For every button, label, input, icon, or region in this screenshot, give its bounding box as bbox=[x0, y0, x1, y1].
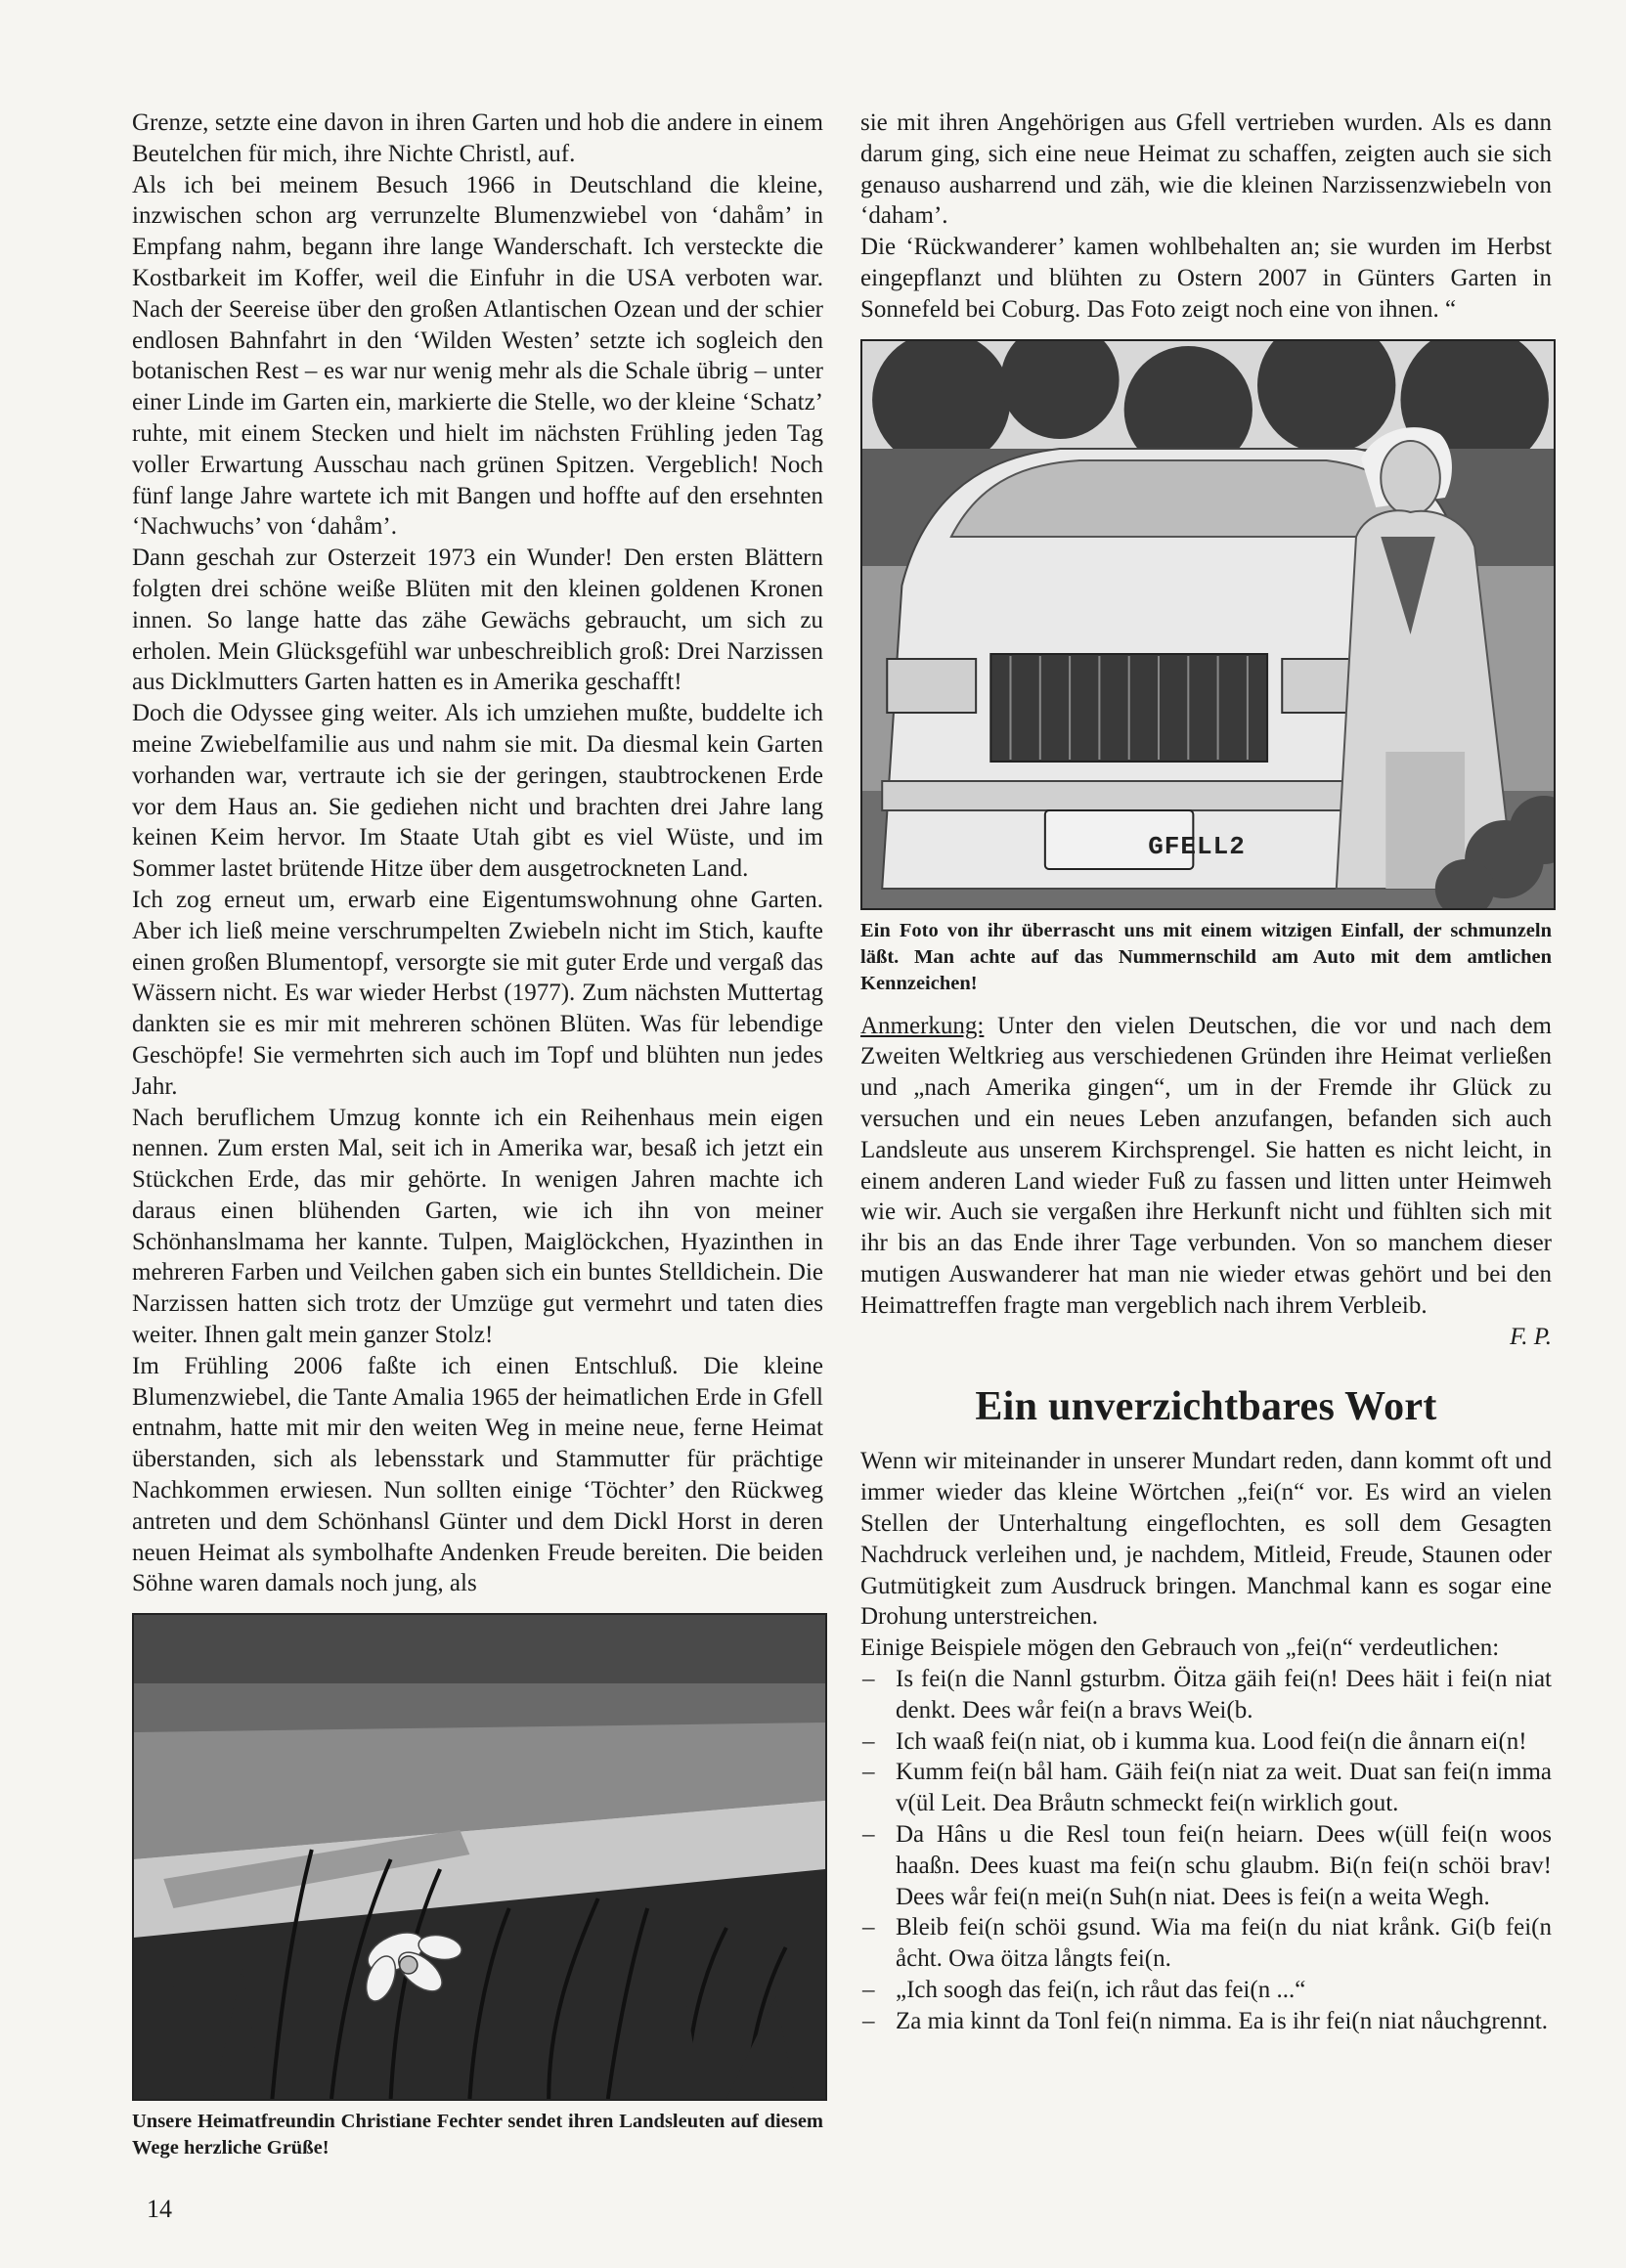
article-paragraph: Einige Beispiele mögen den Gebrauch von „fei(n“ verdeutlichen: bbox=[860, 1635, 1500, 1662]
narcissus-photo bbox=[132, 1613, 827, 2101]
photo-caption: Ein Foto von ihr überrascht uns mit einem witzigen Einfall, der schmunzeln läßt. Man achte auf das Nummernschild am Auto mit dem amtlichen Kennzeichen! bbox=[860, 919, 1552, 994]
note-text: Unter den vielen Deutschen, die vor und nach dem Zweiten Weltkrieg aus verschiedenen Gründen ihre Heimat verließen und „nach Amerika gingen“, um in der Fremde ihr Glück zu versuchen und ein neues Leben anzufangen, befanden sich auch Landsleute aus unserem Kirchsprengel. Sie hatten es nicht leicht, in einem anderen Land wieder Fuß zu fassen und litten unter Heimweh wie wir. Auch sie vergaßen ihre Herkunft nicht und fühlten sich mit ihr bis an das Ende ihrer Tage verbunden. Von so manchem dieser mutigen Auswanderer hat man nie wieder etwas gehört und bei den Heimattreffen fragte man vergeblich nach ihrem Verbleib. bbox=[860, 1012, 1552, 1319]
list-item: – Da Hâns u die Resl toun fei(n heiarn. Dees w(üll fei(n woos haaßn. Dees kuast ma fei(n schu glaubm. Bi(n fei(n schöi brav! Dees wår fei(n mei(n Suh(n niat. Dees is fei(n a weita Wegh. bbox=[860, 1819, 1552, 1912]
list-item: – Kumm fei(n bål ham. Gäih fei(n niat za weit. Duat san fei(n imma v(ül Leit. Dea Bråutn schmeckt fei(n wirklich gout. bbox=[860, 1757, 1552, 1819]
body-paragraph: Doch die Odyssee ging weiter. Als ich umziehen mußte, buddelte ich meine Zwiebelfamilie aus und nahm sie mit. Da diesmal kein Garten vorhanden war, vertraute ich sie der geringen, staubtrockenen Erde vor dem Haus an. Sie gediehen nicht und brachten drei Jahre lang keinen Keim hervor. Im Staate Utah gibt es viel Wüste, und im Sommer lastet brütende Hitze über dem ausgetrockneten Land. bbox=[132, 700, 823, 883]
woman-with-car-image bbox=[862, 341, 1554, 908]
list-item: – Is fei(n die Nannl gsturbm. Öitza gäih fei(n! Dees häit i fei(n niat denkt. Dees wår fei(n a bravs Wei(b. bbox=[860, 1664, 1552, 1726]
right-column bbox=[860, 108, 1552, 2036]
body-paragraph: sie mit ihren Angehörigen aus Gfell vertrieben wurden. Als es dann darum ging, sich eine neue Heimat zu schaffen, zeigten auch sie sich genauso ausharrend und zäh, wie die kleinen Narzissenzwiebeln von ‘daham’. bbox=[860, 109, 1552, 230]
body-paragraph: Dann geschah zur Osterzeit 1973 ein Wunder! Den ersten Blättern folgten drei schöne weiße Blüten mit den kleinen goldenen Kronen innen. So lange hatte das zähe Gewächs gebraucht, um sich zu erholen. Mein Glücksgefühl war unbeschreiblich groß: Drei Narzissen aus Dicklmutters Garten hatten es in Amerika geschafft! bbox=[132, 545, 823, 696]
article-paragraph: Wenn wir miteinander in unserer Mundart reden, dann kommt oft und immer wieder das kleine Wörtchen „fei(n“ vor. Es wird an vielen Stellen der Unterhaltung eingeflochten, es soll dem Gesagten Nachdruck verleihen und, je nachdem, Mitleid, Freude, Staunen oder Gutmütigkeit zum Ausdruck bringen. Manchmal kann es sogar eine Drohung unterstreichen. bbox=[860, 1448, 1552, 1631]
car-photo bbox=[860, 339, 1556, 910]
license-plate-text: GFELL2 bbox=[1148, 831, 1246, 861]
note-signature: F. P. bbox=[1510, 1323, 1552, 1350]
note-label: Anmerkung: bbox=[860, 1012, 985, 1039]
body-paragraph: Als ich bei meinem Besuch 1966 in Deutschland die kleine, inzwischen schon arg verrunzelte Blumenzwiebel von ‘dahåm’ in Empfang nahm, begann ihre lange Wanderschaft. Ich versteckte die Kostbarkeit im Koffer, weil die Einfuhr in die USA verboten war. Nach der Seereise über den großen Atlantischen Ozean und der schier endlosen Bahnfahrt in den ‘Wilden Westen’ setzte ich sogleich den botanischen Rest – es war nur wenig mehr als die Schale übrig – unter einer Linde im Garten ein, markierte die Stelle, wo der kleine ‘Schatz’ ruhte, mit einem Stecken und hielt im nächsten Frühling jeden Tag voller Erwartung Ausschau nach grünen Spitzen. Vergeblich! Noch fünf lange Jahre wartete ich mit Bangen und hoffte auf den ersehnten ‘Nachwuchs’ von ‘dahåm’. bbox=[132, 171, 823, 541]
body-paragraph: Grenze, setzte eine davon in ihren Garten und hob die andere in einem Beutelchen für mich, ihre Nichte Christl, auf. bbox=[132, 109, 823, 167]
body-paragraph: Im Frühling 2006 faßte ich einen Entschluß. Die kleine Blumenzwiebel, die Tante Amalia 1965 der heimatlichen Erde in Gfell entnahm, hatte mit mir den weiten Weg in meine neue, ferne Heimat überstanden, sich als lebensstark und Stammutter für prächtige Nachkommen erwiesen. Nun sollten einige ‘Töchter’ den Rückweg antreten und dem Schönhansl Günter und dem Dickl Horst in deren neuen Heimat als symbolhafte Andenken Freude bereiten. Die beiden Söhne waren damals noch jung, als bbox=[132, 1352, 823, 1597]
narcissus-garden-image bbox=[134, 1615, 825, 2099]
left-column bbox=[132, 108, 823, 2161]
article-headline: Ein unverzichtbares Wort bbox=[975, 1384, 1437, 1430]
list-item: – Ich waaß fei(n niat, ob i kumma kua. Lood fei(n die ånnarn ei(n! bbox=[860, 1726, 1552, 1758]
photo-caption: Unsere Heimatfreundin Christiane Fechter sendet ihren Landsleuten auf diesem Wege herzliche Grüße! bbox=[132, 2111, 823, 2159]
note-paragraph bbox=[860, 1011, 1552, 1322]
list-item: – Za mia kinnt da Tonl fei(n nimma. Ea is ihr fei(n niat nåuchgrennt. bbox=[860, 2006, 1552, 2037]
body-paragraph: Die ‘Rückwanderer’ kamen wohlbehalten an; sie wurden im Herbst eingepflanzt und blühten zu Ostern 2007 in Günters Garten in Sonnefeld bei Coburg. Das Foto zeigt noch eine von ihnen. “ bbox=[860, 234, 1552, 323]
body-paragraph: Ich zog erneut um, erwarb eine Eigentumswohnung ohne Garten. Aber ich ließ meine verschrumpelten Zwiebeln nicht im Stich, kaufte einen großen Blumentopf, versorgte sie mit guter Erde und vergaß das Wässern nicht. Es war wieder Herbst (1977). Zum nächsten Muttertag dankten sie es mir mit mehreren schönen Blüten. Was für lebendige Geschöpfe! Sie vermehrten sich auch im Topf und blühten nun jedes Jahr. bbox=[132, 886, 823, 1100]
list-item: – Bleib fei(n schöi gsund. Wia ma fei(n du niat krånk. Gi(b fei(n åcht. Owa öitza långts fei(n. bbox=[860, 1912, 1552, 1975]
page-number: 14 bbox=[147, 2195, 172, 2223]
list-item: – „Ich soogh das fei(n, ich råut das fei(n ...“ bbox=[860, 1975, 1552, 2006]
body-paragraph: Nach beruflichem Umzug konnte ich ein Reihenhaus mein eigen nennen. Zum ersten Mal, seit ich in Amerika war, besaß ich jetzt ein Stückchen Erde, das mir gehörte. In wenigen Jahren machte ich daraus einen blühenden Garten, wie ich ihn von meiner Schönhanslmama her kannte. Tulpen, Maiglöckchen, Hyazinthen in mehreren Farben und Veilchen gaben sich ein buntes Stelldichein. Die Narzissen hatten sich trotz der Umzüge gut vermehrt und taten dies weiter. Ihnen galt mein ganzer Stolz! bbox=[132, 1104, 823, 1349]
example-list bbox=[860, 1664, 1552, 2037]
